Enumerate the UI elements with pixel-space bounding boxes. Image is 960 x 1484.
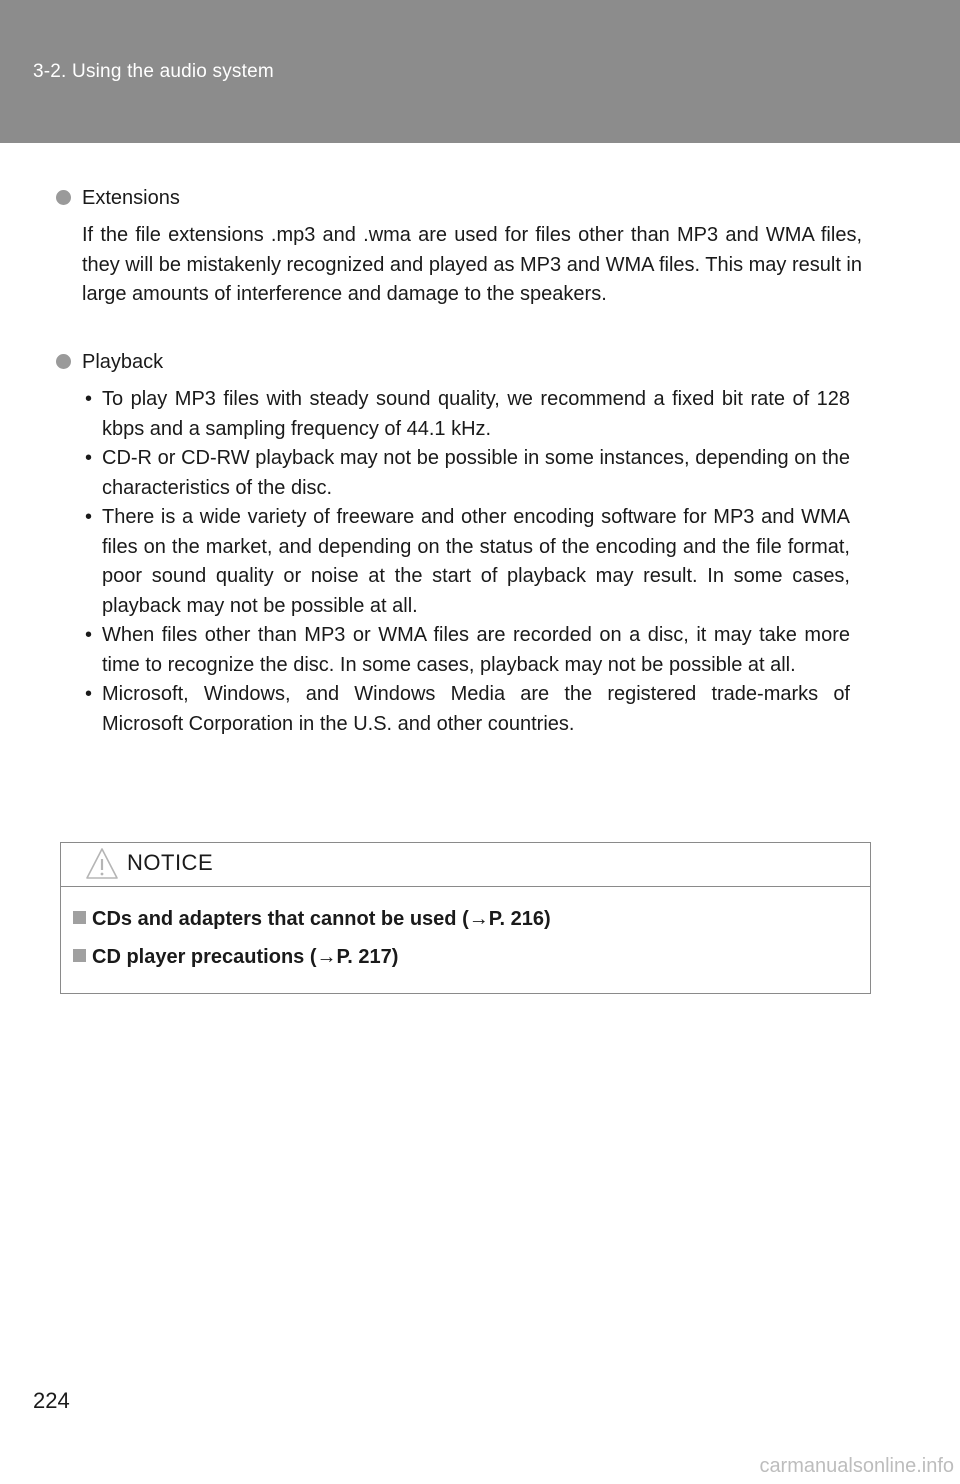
notice-label: NOTICE — [127, 850, 214, 875]
notice-item — [73, 905, 551, 933]
watermark: carmanualsonline.info — [759, 1455, 954, 1477]
notice-item-text: CDs and adapters that cannot be used (→P. 216) — [92, 908, 551, 930]
notice-box — [60, 842, 871, 994]
header-band — [0, 0, 960, 143]
extensions-heading-text: Extensions — [82, 187, 180, 209]
bullet-icon: • — [85, 683, 93, 705]
list-item: • When files other than MP3 or WMA files are recorded on a disc, it may take more time to recognize the disc. In some cases, playback may not be possible at all. — [82, 621, 850, 680]
notice-header — [61, 843, 870, 887]
bullet-icon: • — [85, 624, 93, 646]
playback-list — [82, 385, 850, 739]
page-number: 224 — [33, 1388, 70, 1413]
extensions-heading — [56, 183, 862, 213]
extensions-section — [82, 183, 862, 310]
bullet-icon: • — [85, 447, 93, 469]
playback-section — [82, 347, 862, 739]
bullet-icon: • — [85, 506, 93, 528]
section-title: 3-2. Using the audio system — [33, 61, 274, 82]
list-item: • CD-R or CD-RW playback may not be possible in some instances, depending on the characteristics of the disc. — [82, 444, 850, 503]
round-bullet-icon — [56, 190, 71, 205]
round-bullet-icon — [56, 354, 71, 369]
list-item: • To play MP3 files with steady sound quality, we recommend a fixed bit rate of 128 kbps and a sampling frequency of 44.1 kHz. — [82, 385, 850, 444]
extensions-body: If the file extensions .mp3 and .wma are used for files other than MP3 and WMA files, they will be mistakenly recognized and played as MP3 and WMA files. This may result in large amounts of interference and damage to the speakers. — [82, 224, 862, 305]
warning-icon — [85, 847, 119, 881]
notice-item — [73, 943, 398, 971]
square-bullet-icon — [73, 949, 86, 962]
square-bullet-icon — [73, 911, 86, 924]
list-item: • Microsoft, Windows, and Windows Media are the registered trade-marks of Microsoft Corporation in the U.S. and other countries. — [82, 680, 850, 739]
bullet-icon: • — [85, 388, 93, 410]
playback-heading — [56, 347, 862, 377]
notice-item-text: CD player precautions (→P. 217) — [92, 946, 399, 968]
playback-heading-text: Playback — [82, 351, 164, 373]
list-item: • There is a wide variety of freeware and other encoding software for MP3 and WMA files on the market, and depending on the status of the encoding and the file format, poor sound quality or noise at the start of playback may result. In some cases, playback may not be possible at all. — [82, 503, 850, 621]
